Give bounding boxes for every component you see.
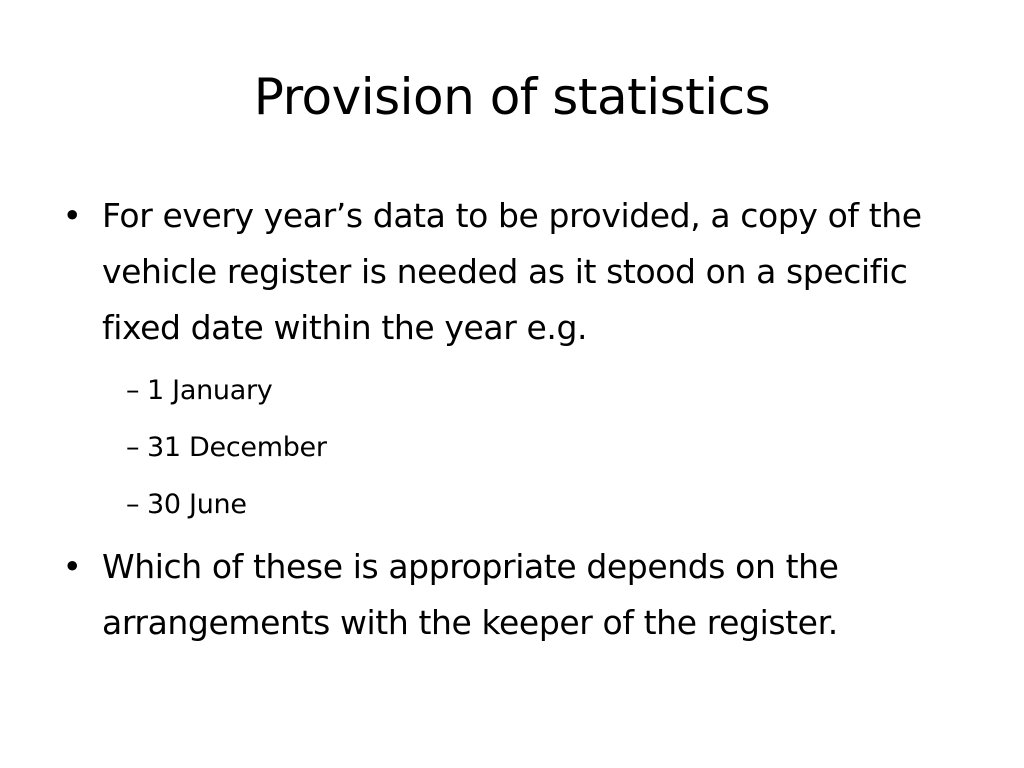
dash-marker: –	[126, 432, 140, 463]
sub-bullet-item-2	[60, 419, 980, 476]
sub-bullet-list	[60, 362, 980, 533]
bullet-text: For every year’s data to be provided, a copy of the vehicle register is needed as it stood on a specific fixed date within the year e.g.	[102, 196, 922, 347]
bullet-marker: •	[62, 196, 82, 235]
slide-title: Provision of statistics	[253, 68, 771, 126]
dash-marker: –	[126, 489, 140, 520]
dash-marker: –	[126, 375, 140, 406]
sub-bullet-text: 1 January	[147, 375, 273, 406]
bullet-item-1	[60, 188, 980, 356]
slide-body	[60, 188, 980, 651]
bullet-text: Which of these is appropriate depends on the arrangements with the keeper of the register.	[102, 547, 839, 642]
bullet-marker: •	[62, 547, 82, 586]
sub-bullet-item-3	[60, 476, 980, 533]
sub-bullet-text: 31 December	[147, 432, 327, 463]
sub-bullet-item-1	[60, 362, 980, 419]
sub-bullet-text: 30 June	[147, 489, 247, 520]
bullet-item-2	[60, 539, 980, 651]
